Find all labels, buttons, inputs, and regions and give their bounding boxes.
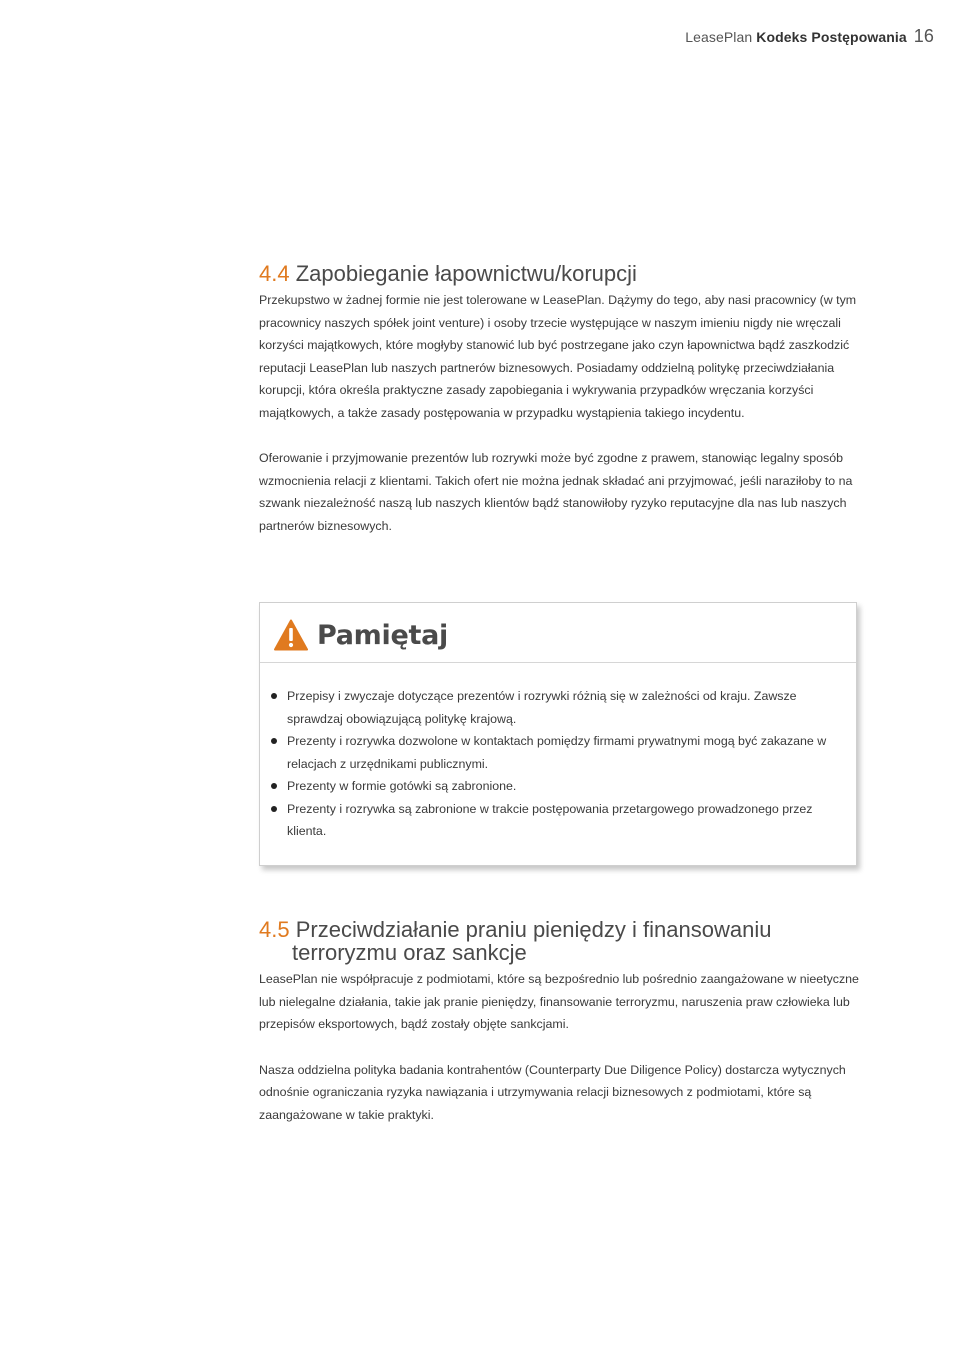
callout-header: [274, 617, 448, 653]
list-item: Przepisy i zwyczaje dotyczące prezentów i rozrywki różnią się w zależności od kraju. Zawsze sprawdzaj obowiązującą politykę krajową.: [270, 685, 830, 730]
list-item: Prezenty i rozrywka są zabronione w trakcie postępowania przetargowego prowadzonego przez klienta.: [270, 798, 830, 843]
list-item: Prezenty w formie gotówki są zabronione.: [270, 775, 830, 798]
section-anti-bribery: [259, 262, 859, 537]
warning-triangle-icon: [274, 619, 308, 651]
header-doc-title: Kodeks Postępowania: [756, 29, 907, 45]
paragraph: Przekupstwo w żadnej formie nie jest tolerowane w LeasePlan. Dążymy do tego, aby nasi pracownicy (w tym pracownicy naszych spółek joint venture) i osoby trzecie występujące w naszym imieniu nigdy nie wręczali korzyści majątkowych, które mogłyby stanowić lub być postrzegane jako czyn łapownictwa bądź zaszkodzić reputacji LeasePlan lub naszych partnerów biznesowych. Posiadamy oddzielną politykę przeciwdziałania korupcji, która określa praktyczne zasady zapobiegania i wykrywania przypadków wręczania korzyści majątkowych, a także zasady postępowania w przypadku wystąpienia takiego incydentu.: [259, 293, 857, 420]
paragraph: Oferowanie i przyjmowanie prezentów lub rozrywki może być zgodne z prawem, stanowiąc legalny sposób wzmocnienia relacji z klientami. Takich ofert nie można jednak składać ani przyjmować, jeśli naraziłoby to na szwank niezależność naszą lub naszych klientów bądź stanowiłoby ryzyko reputacyjne dla nas lub naszych partnerów biznesowych.: [259, 451, 853, 533]
remember-callout-box: [259, 602, 857, 866]
callout-title: Pamiętaj: [317, 619, 448, 651]
section-title-line-2: terroryzmu oraz sankcje: [292, 940, 527, 965]
section-title-line-1: Przeciwdziałanie praniu pieniędzy i finansowaniu: [295, 917, 772, 942]
section-number: 4.5: [259, 917, 290, 942]
divider: [260, 662, 856, 663]
page-header: [685, 26, 934, 47]
section-heading: [259, 262, 859, 285]
section-title: Zapobieganie łapownictwu/korupcji: [295, 261, 637, 286]
page-number: 16: [913, 26, 934, 46]
list-item: Prezenty i rozrywka dozwolone w kontaktach pomiędzy firmami prywatnymi mogą być zakazane w relacjach z urzędnikami publicznymi.: [270, 730, 830, 775]
callout-list: [270, 685, 830, 843]
section-number: 4.4: [259, 261, 290, 286]
paragraph: Nasza oddzielna polityka badania kontrahentów (Counterparty Due Diligence Policy) dostarcza wytycznych odnośnie ograniczania ryzyka nawiązania i utrzymywania relacji biznesowych z podmiotami, które są zaangażowane w takie praktyki.: [259, 1062, 846, 1122]
header-brand: LeasePlan: [685, 29, 753, 45]
section-anti-money-laundering: [259, 918, 859, 1126]
section-heading: [259, 918, 859, 964]
paragraph: LeasePlan nie współpracuje z podmiotami, które są bezpośrednio lub pośrednio zaangażowane w nieetyczne lub nielegalne działania, takie jak pranie pieniędzy, finansowanie terroryzmu, naruszenia praw człowieka lub przepisów eksportowych, bądź zostały objęte sankcjami.: [259, 972, 859, 1031]
